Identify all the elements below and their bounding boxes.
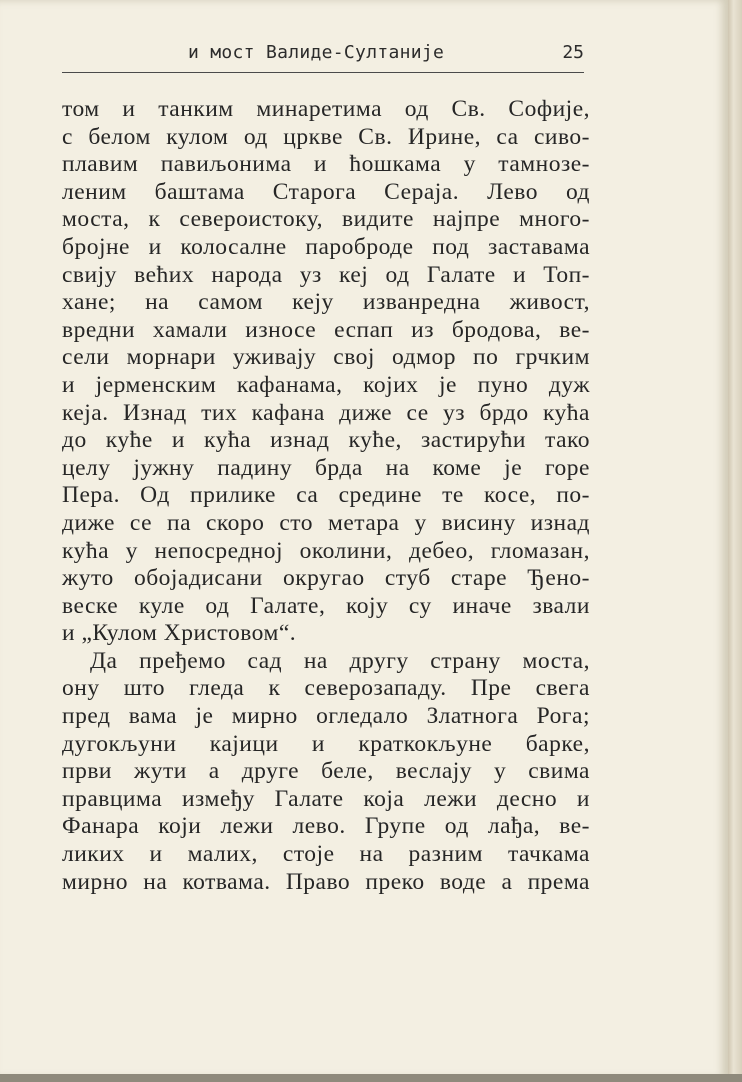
text-line: диже се па скоро сто метара у висину изнад [62,509,590,536]
text-line: правцима између Галате која лежи десно и [62,785,590,812]
text-line: жуто обојадисани округао стуб старе Ђено- [62,565,590,592]
text-line: пред вама је мирно огледало Златнога Рога; [62,703,590,730]
paragraph-2 [62,648,590,896]
paragraph-1 [62,96,590,648]
text-line: кућа у непосредној околини, дебео, гломазан, [62,537,590,564]
text-line: и „Кулом Христовом“. [62,620,297,647]
text-line: до куће и кућа изнад куће, застирући тако [62,427,590,454]
text-line: том и танким минаретима од Св. Софије, [62,96,590,122]
text-line: Пера. Од прилике са средине те косе, по- [62,482,590,509]
text-line: дугокљуни кајици и краткокљуне барке, [62,730,590,757]
text-line: с белом кулом од цркве Св. Ирине, са сиво- [62,123,590,150]
page-edge [728,0,742,1082]
text-line: хане; на самом кеју изванредна живост, [62,289,590,316]
text-line: кеја. Изнад тих кафана диже се уз брдо кућа [62,399,590,426]
text-line: сели морнари уживају свој одмор по грчким [62,344,590,371]
text-line: веске куле од Галате, коју су иначе звали [62,592,590,619]
text-line: бројне и колосалне пароброде под заставама [62,233,590,260]
text-line: ликих и малих, стоје на разним тачкама [62,841,590,868]
running-title: и мост Валиде-Султаније [188,42,445,63]
text-line: Фанара који лежи лево. Групе од лађа, ве- [62,813,590,840]
text-line: целу јужну падину брда на коме је горе [62,454,590,481]
text-line: Да пређемо сад на другу страну моста, [90,647,590,674]
text-line: моста, к североистоку, видите најпре много- [62,206,590,233]
text-line: ону што гледа к северозападу. Пре свега [62,675,590,702]
body-text [62,96,590,896]
text-line: леним баштама Старога Сераја. Лево од [62,178,590,205]
page-header [62,36,584,73]
text-line: вредни хамали износе еспап из бродова, ве- [62,316,590,343]
bottom-edge [0,1074,742,1082]
text-line: први жути а друге беле, веслају у свима [62,758,590,785]
text-line: плавим павиљонима и ћошкама у тамнозе- [62,151,590,178]
text-line: и јерменским кафанама, којих је пуно дуж [62,371,590,398]
text-line: свију већих народа уз кеј од Галате и Топ- [62,261,590,288]
text-line: мирно на котвама. Право преко воде а према [62,868,590,895]
page-number: 25 [562,42,584,63]
